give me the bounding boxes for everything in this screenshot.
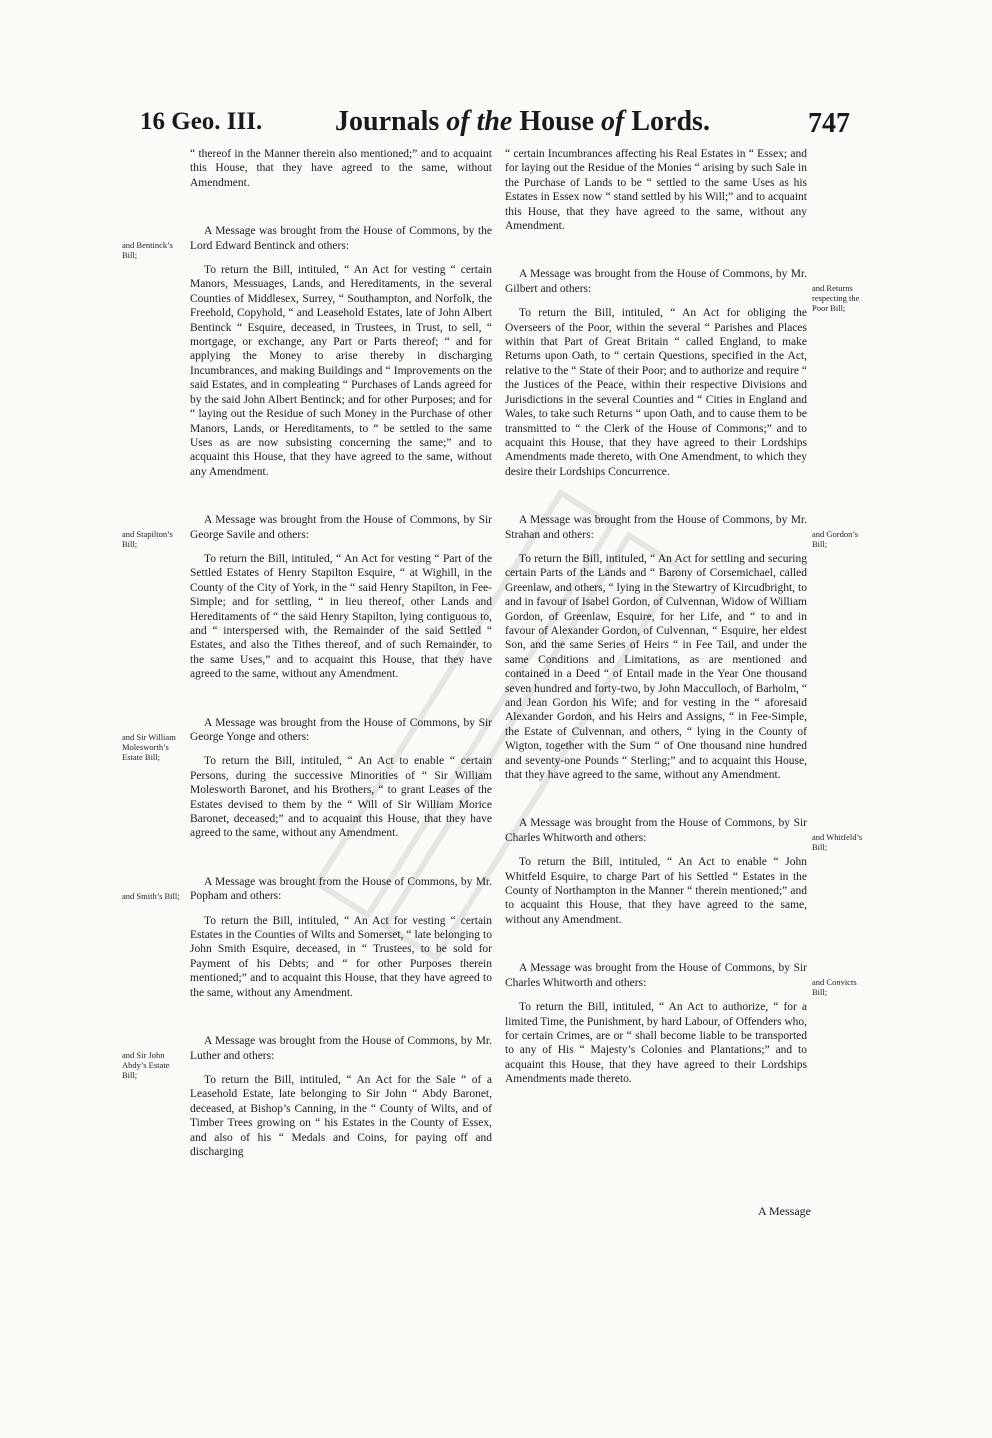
paragraph: A Message was brought from the House of Commons, by Sir Charles Whitworth and others: [505,962,807,989]
entry-block [122,224,492,479]
paragraph: “ thereof in the Manner therein also mentioned;” and to acquaint this House, that they have agreed to the same, without Amendment. [190,148,492,189]
entry-block [122,875,492,1000]
margin-note: and Smith’s Bill; [122,890,180,901]
right-column [505,147,863,1087]
paragraph: A Message was brought from the House of Commons, by Sir Charles Whitworth and others: [505,817,807,844]
paragraph: To return the Bill, intituled, “ An Act for settling and securing certain Parts of the Lands and “ Barony of Corsemichael, called Greenlaw, and others, “ lying in the Stewartry of Kircudbright, to and in favour of Isabel Gordon, of Culvennan, Widow of William Gordon, of Greenlaw, Esquire, for her Life, and “ to and in favour of Alexander Gordon, of Culvennan, “ Esquire, her eldest Son, and the same Series of Heirs “ in Fee Tail, and under the same Conditions and Limitations, as are mentioned and contained in a Deed “ of Entail made in the Year One thousand seven hundred and forty-two, by John Macculloch, of Barholm, “ and Jean Gordon his Wife; and for vesting in the “ aforesaid Alexander Gordon, and his Heirs and Assigns, “ in Fee-Simple, the Estate of Culvennan, and others, “ lying in the County of Wigton, together with the Sum “ of One thousand nine hundred and seventy-one Pounds “ Sterling;” and to acquaint this House, that they have agreed to the same, without any Amendment. [505,552,807,782]
entry-block [122,1034,492,1159]
title-house: House [519,106,595,137]
margin-note: and Convicts Bill; [812,977,857,998]
entry-block [505,147,807,233]
margin-note: and Bentinck’s Bill; [122,240,173,261]
title-journals: Journals [335,106,440,137]
left-column [122,147,492,1159]
entry-block [122,513,492,681]
paragraph: A Message was brought from the House of Commons, by the Lord Edward Bentinck and others: [190,225,492,252]
paragraph: To return the Bill, intituled, “ An Act for obliging the Overseers of the Poor, within the several “ Parishes and Places within that Part of Great Britain “ called England, to make Returns upon Oath, to “ certain Questions, specified in the Act, relative to the “ State of their Poor; and to authorize and require “ the Justices of the Peace, within their respective Divisions and Jurisdictions in the several Counties and “ Cities in England and Wales, to take such Returns “ upon Oath, and to cause them to be transmitted to “ the Clerk of the House of Commons;” and to acquaint this House, that they have agreed to their Lordships Amendments made thereto, with One Amendment, to which they desire their Lordships Concurrence. [505,307,807,478]
paragraph: To return the Bill, intituled, “ An Act for vesting “ certain Manors, Messuages, Lands, and Hereditaments, in the several Counties of Middlesex, Surrey, “ Southampton, and Norfolk, the Freehold, Copyhold, “ and Leasehold Estates, late of John Albert Bentinck “ Esquire, deceased, in Trustees, in Trust, to sell, “ mortgage, or exchange, any Part or Parts thereof; “ and for applying the Money to arise thereby in discharging Incumbrances, and making Buildings and “ Improvements on the said Estates, and in compleating “ Purchases of Lands agreed for by the said John Albert Bentinck; and for other Purposes; and for “ laying out the Residue of such Money in the Purchase of other Manors, Lands, or Hereditaments, to “ be settled to the same Uses as are now subsisting concerning the same;” and to acquaint this House, that they have agreed to the same, without any Amendment. [190,264,492,478]
title-of: of [601,106,625,137]
paragraph: A Message was brought from the House of Commons, by Mr. Gilbert and others: [505,268,807,295]
paragraph: To return the Bill, intituled, “ An Act for vesting “ certain Estates in the Counties of Wilts and Somerset, “ late belonging to John Smith Esquire, deceased, in “ Trustees, to be sold for Payment of his Debts; and “ for other Purposes therein mentioned;” and to acquaint this House, that they have agreed to the same, without any Amendment. [190,914,492,999]
entry-block [190,147,492,190]
paragraph: To return the Bill, intituled, “ An Act for vesting “ Part of the Settled Estates of Henry Stapilton Esquire, “ at Wighill, in the County of the City of York, in the “ said Henry Stapilton, in Fee-Simple; and for settling, “ in lieu thereof, other Lands and Hereditaments of “ the said Henry Stapilton, lying contiguous to, and “ interspersed with, the Remainder of the said Settled “ Estates, and also the Tithes thereof, and of such Remainder, to the same Uses,” and to acquaint this House, that they have agreed to the same, without any Amendment. [190,552,492,681]
entry-block [505,513,859,782]
margin-note: and Sir William Molesworth’s Estate Bill; [122,731,176,762]
title-lords: Lords. [631,106,710,137]
entry-block [505,267,860,479]
title-of-the: of the [446,106,513,137]
page-header [0,0,992,140]
paragraph: To return the Bill, intituled, “ An Act to enable “ certain Persons, during the successive Minorities of “ Sir William Molesworth Baronet, and his Brothers, “ to grant Leases of the Estates devised to them by the “ Will of Sir William Morice Baronet, deceased;” and to acquaint this House, that they have agreed to the same, without any Amendment. [190,755,492,840]
paragraph: To return the Bill, intituled, “ An Act for the Sale “ of a Leasehold Estate, late belonging to Sir John “ Abdy Baronet, deceased, at Bishop’s Canning, in the “ County of Wilts, and of Timber Trees growing on “ his Estates in the County of Essex, and also of his “ Medals and Coins, for paying off and discharging [190,1073,492,1158]
margin-note: and Sir John Abdy’s Estate Bill; [122,1050,170,1081]
catchword: A Message [758,1204,811,1218]
margin-note: and Returns respecting the Poor Bill; [812,283,860,314]
margin-note: and Whitfeld’s Bill; [812,832,863,853]
entry-block [122,716,492,841]
entry-block [505,961,857,1086]
page-number: 747 [808,108,850,139]
paragraph: A Message was brought from the House of Commons, by Mr. Popham and others: [190,875,492,903]
paragraph: To return the Bill, intituled, “ An Act to authorize, “ for a limited Time, the Punishment, by hard Labour, of Offenders who, for certain Crimes, are or “ shall become liable to be transported to any of His “ Majesty’s Colonies and Plantations;” and to acquaint this House, that they have agreed to their Lordships Amendments made thereto. [505,1001,807,1086]
paragraph: To return the Bill, intituled, “ An Act to enable “ John Whitfeld Esquire, to charge Part of his Settled “ Estates in the County of Northampton in the Manner “ therein mentioned;” and to acquaint this House, that they have agreed to the same, without any Amendment. [505,856,807,926]
margin-note: and Gordon’s Bill; [812,529,859,550]
paragraph: “ certain Incumbrances affecting his Real Estates in “ Essex; and for laying out the Residue of the Monies “ arising by such Sale in the Purchase of Lands to be “ settled to the same Uses as his Estates in Essex now “ stand settled by his Will;” and to acquaint this House, that they have agreed to the same, without any Amendment. [505,148,807,233]
paragraph: A Message was brought from the House of Commons, by Sir George Savile and others: [190,514,492,541]
paragraph: A Message was brought from the House of Commons, by Sir George Yonge and others: [190,716,492,743]
paragraph: A Message was brought from the House of Commons, by Mr. Luther and others: [190,1035,492,1062]
running-head-title [335,106,710,138]
running-head-left: 16 Geo. III. [140,108,263,135]
entry-block [505,816,863,927]
margin-note: and Stapilton’s Bill; [122,529,173,550]
paragraph: A Message was brought from the House of Commons, by Mr. Strahan and others: [505,514,807,541]
